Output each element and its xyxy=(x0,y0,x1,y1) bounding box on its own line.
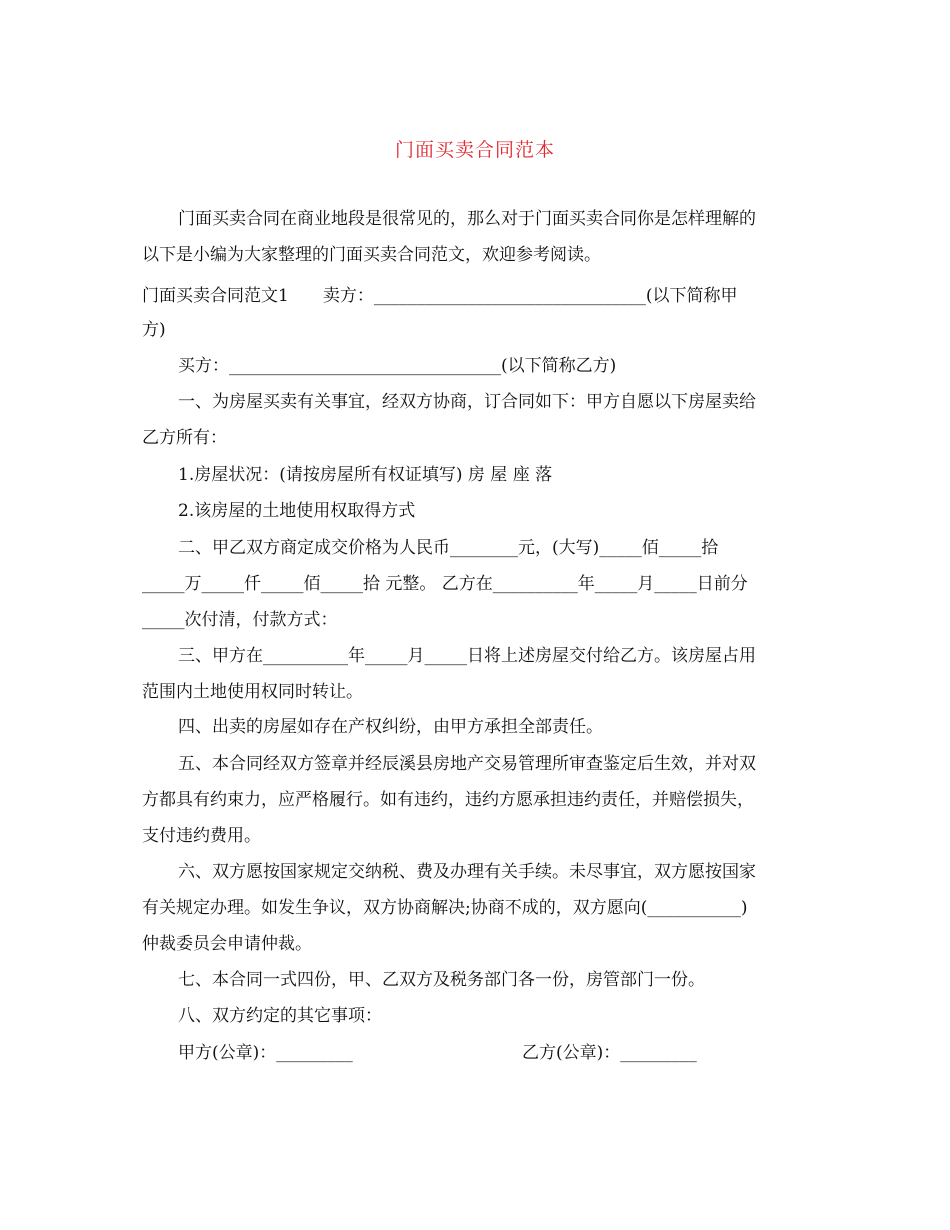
clause-1-item-1: 1.房屋状况：(请按房屋所有权证填写) 房 屋 座 落 xyxy=(178,465,553,485)
intro-line-1: 门面买卖合同在商业地段是很常见的，那么对于门面买卖合同你是怎样理解的 xyxy=(178,209,756,229)
page-title: 门面买卖合同范本 xyxy=(394,139,555,161)
seller-line-cont: 方) xyxy=(142,320,166,340)
clause-5: 五、本合同经双方签章并经辰溪县房地产交易管理所审查鉴定后生效，并对双 xyxy=(178,754,756,774)
buyer-line: 买方：________________________________(以下简称乙方) xyxy=(178,356,617,376)
clause-2-cont-1: _____万_____仟_____佰_____拾 元整。 乙方在__________年_____月_____日前分 xyxy=(142,574,748,594)
clause-6: 六、双方愿按国家规定交纳税、费及办理有关手续。未尽事宜，双方愿按国家 xyxy=(178,862,756,882)
clause-3: 三、甲方在__________年_____月_____日将上述房屋交付给乙方。该房屋占用 xyxy=(178,646,756,666)
clause-2: 二、甲乙双方商定成交价格为人民币________元，(大写)_____佰_____拾 xyxy=(178,538,719,558)
seller-line: 门面买卖合同范文1 卖方：________________________________(以下简称甲 xyxy=(142,286,738,306)
clause-8: 八、双方约定的其它事项： xyxy=(178,1006,382,1026)
clause-1-cont: 乙方所有： xyxy=(142,428,227,448)
party-a-signature: 甲方(公章)：_________ xyxy=(178,1043,353,1063)
clause-4: 四、出卖的房屋如存在产权纠纷，由甲方承担全部责任。 xyxy=(178,717,603,737)
clause-6-cont-1: 有关规定办理。如发生争议，双方协商解决;协商不成的，双方愿向(___________) xyxy=(142,898,748,918)
clause-3-cont: 范围内土地使用权同时转让。 xyxy=(142,682,363,702)
party-b-signature: 乙方(公章)：_________ xyxy=(522,1043,697,1063)
clause-5-cont-1: 方都具有约束力，应严格履行。如有违约，违约方愿承担违约责任，并赔偿损失， xyxy=(142,790,754,810)
clause-1: 一、为房屋买卖有关事宜，经双方协商，订合同如下：甲方自愿以下房屋卖给 xyxy=(178,392,756,412)
clause-5-cont-2: 支付违约费用。 xyxy=(142,826,261,846)
intro-line-2: 以下是小编为大家整理的门面买卖合同范文，欢迎参考阅读。 xyxy=(142,245,601,265)
clause-1-item-2: 2.该房屋的土地使用权取得方式 xyxy=(178,501,416,521)
clause-6-cont-2: 仲裁委员会申请仲裁。 xyxy=(142,934,312,954)
clause-2-cont-2: _____次付清，付款方式： xyxy=(142,610,338,630)
clause-7: 七、本合同一式四份，甲、乙双方及税务部门各一份，房管部门一份。 xyxy=(178,970,705,990)
